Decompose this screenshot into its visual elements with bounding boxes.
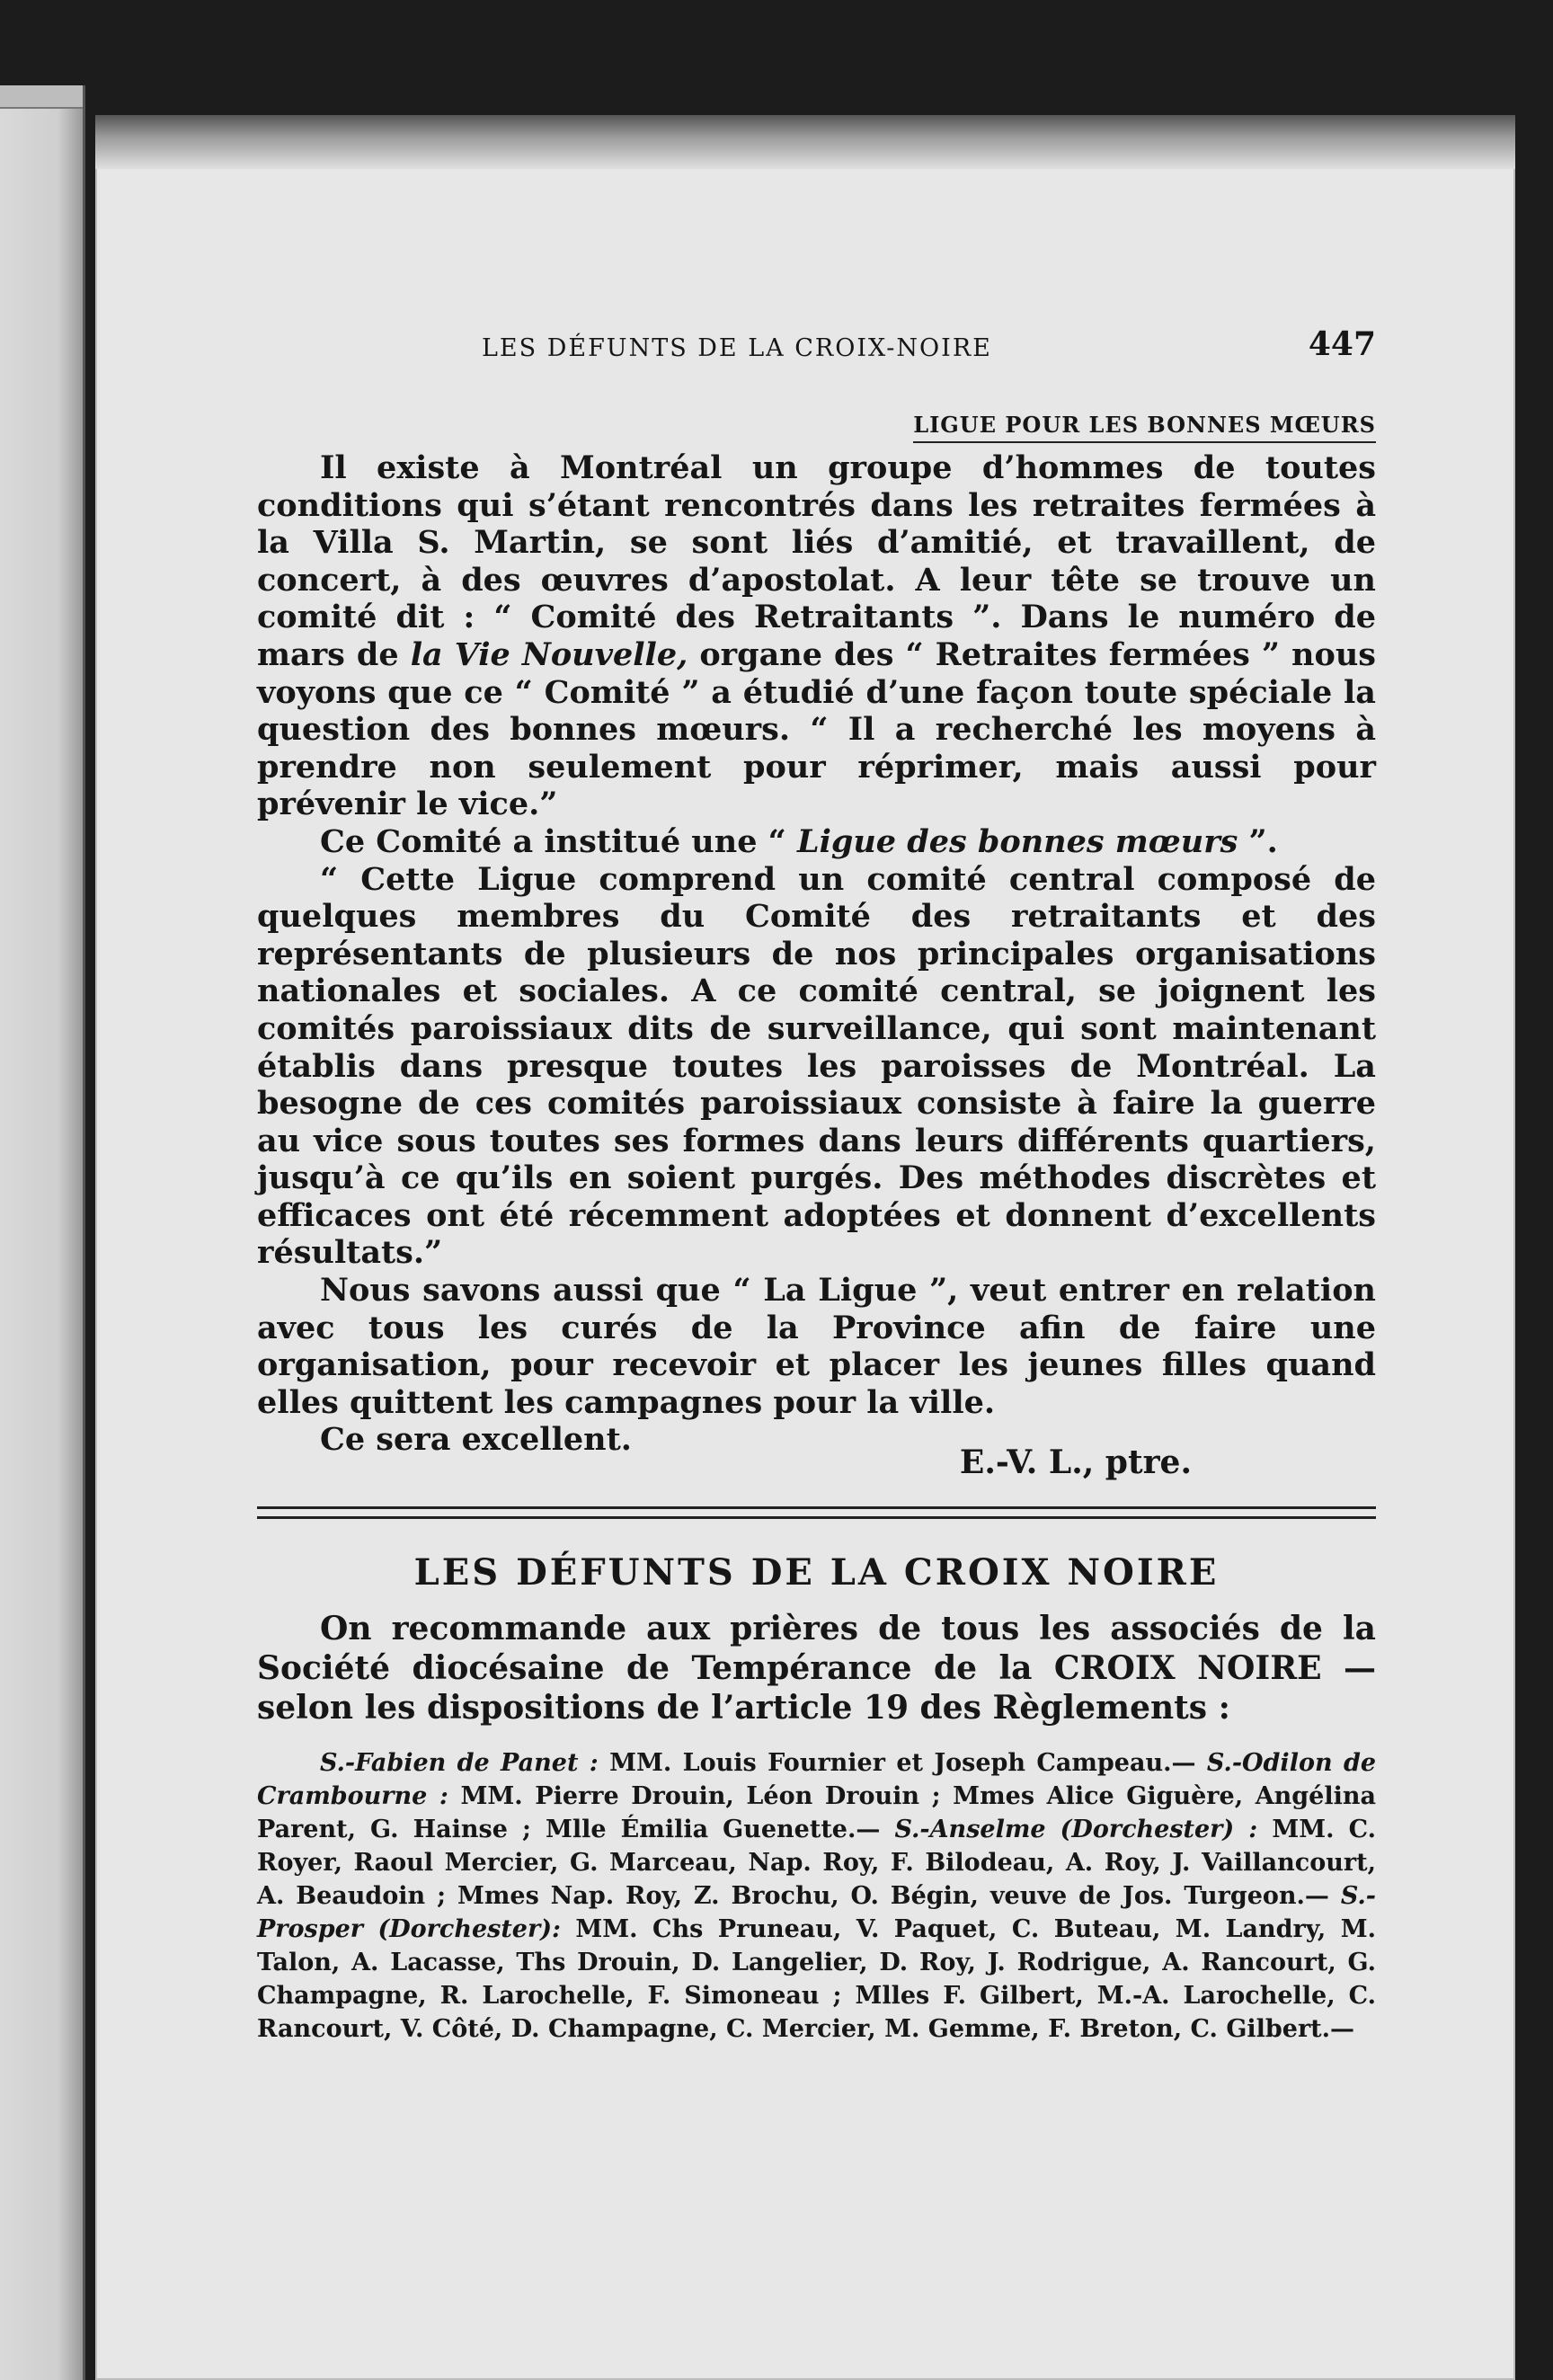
parish-4: S.-Prosper (Dorchester): <box>257 1882 1376 1943</box>
book-page <box>95 115 1515 2380</box>
names-1: MM. Louis Fournier et Joseph Campeau.— <box>609 1749 1196 1777</box>
article-body <box>257 449 1376 1459</box>
paragraph-1-text-cont: organe des “ Retraites fermées ” nous voyons que ce “ Comité ” a étudié d’une façon toute spéciale la question des bonnes mœurs. “ Il a recherché les moyens à prendre non seulement pour réprimer, mais aussi pour prévenir le vice.” <box>257 635 1376 823</box>
running-head <box>257 325 1376 370</box>
paragraph-2-italic: Ligue des bonnes mœurs <box>796 822 1238 860</box>
paragraph-2-text-end: ”. <box>1248 822 1278 860</box>
signature: E.-V. L., ptre. <box>959 1443 1192 1481</box>
section-title: LES DÉFUNTS DE LA CROIX NOIRE <box>413 1551 1220 1594</box>
paragraph-3: “ Cette Ligue comprend un comité central composé de quelques membres du Comité des retraitants et des représentants de plusieurs de nos principales organisations nationales et sociales. A ce comité central, se joignent les comités paroissiaux dits de surveillance, qui sont maintenant établis dans presque toutes les paroisses de Montréal. La besogne de ces comités paroissiaux consiste à faire la guerre au vice sous toutes ses formes dans leurs différents quartiers, jusqu’à ce qu’ils en soient purgés. Des méthodes discrètes et efficaces ont été récemment adoptées et donnent d’excellents résultats.” <box>257 860 1376 1272</box>
names-2: MM. Pierre Drouin, Léon Drouin ; Mmes Alice Giguère, Angélina Parent, G. Hainse ; Mlle Émilia Guenette.— <box>257 1782 1376 1843</box>
paragraph-1 <box>257 449 1376 823</box>
paragraph-1-text: Il existe à Montréal un groupe d’hommes de toutes conditions qui s’étant rencontrés dans les retraites fermées à la Villa S. Martin, se sont liés d’amitié, et travaillent, de concert, à des œuvres d’apostolat. A leur tête se trouve un comité dit : “ Comité des Retraitants ”. Dans le numéro de mars de <box>257 449 1376 673</box>
paragraph-2-text: Ce Comité a institué une “ <box>320 822 786 860</box>
parish-1: S.-Fabien de Panet : <box>320 1749 599 1777</box>
paragraph-1-italic: la Vie Nouvelle, <box>410 635 688 673</box>
running-title: LES DÉFUNTS DE LA CROIX-NOIRE <box>482 334 992 362</box>
page-top-shadow <box>95 115 1515 169</box>
names-3: MM. C. Royer, Raoul Mercier, G. Marceau, Nap. Roy, F. Bilodeau, A. Roy, J. Vaillancourt, A. Beaudoin ; Mmes Nap. Roy, Z. Brochu, O. Bégin, veuve de Jos. Turgeon.— <box>257 1816 1376 1910</box>
defunts-intro: On recommande aux prières de tous les associés de la Société diocésaine de Tempérance de la CROIX NOIRE — selon les dispositions de l’article 19 des Règlements : <box>257 1610 1376 1727</box>
section-label: LIGUE POUR LES BONNES MŒURS <box>913 412 1376 443</box>
defunts-list <box>257 1746 1376 2046</box>
facing-page-top-edge <box>0 85 83 109</box>
page-number: 447 <box>1308 325 1376 363</box>
paragraph-5: Ce sera excellent. <box>320 1421 632 1459</box>
parish-2: S.-Odilon de Crambourne : <box>257 1749 1377 1810</box>
section-divider <box>257 1506 1376 1519</box>
parish-3: S.-Anselme (Dorchester) : <box>894 1816 1258 1843</box>
paragraph-2 <box>257 823 1376 861</box>
names-4: MM. Chs Pruneau, V. Paquet, C. Buteau, M. Landry, M. Talon, A. Lacasse, Ths Drouin, D. Langelier, D. Roy, J. Rodrigue, A. Rancourt, G. Champagne, R. Larochelle, F. Simoneau ; Mlles F. Gilbert, M.-A. Larochelle, C. Rancourt, V. Côté, D. Champagne, C. Mercier, M. Gemme, F. Breton, C. Gilbert.— <box>257 1915 1376 2043</box>
facing-page-edge <box>0 85 85 2380</box>
paragraph-4: Nous savons aussi que “ La Ligue ”, veut entrer en relation avec tous les curés de la Province afin de faire une organisation, pour recevoir et placer les jeunes filles quand elles quittent les campagnes pour la ville. <box>257 1272 1376 1421</box>
